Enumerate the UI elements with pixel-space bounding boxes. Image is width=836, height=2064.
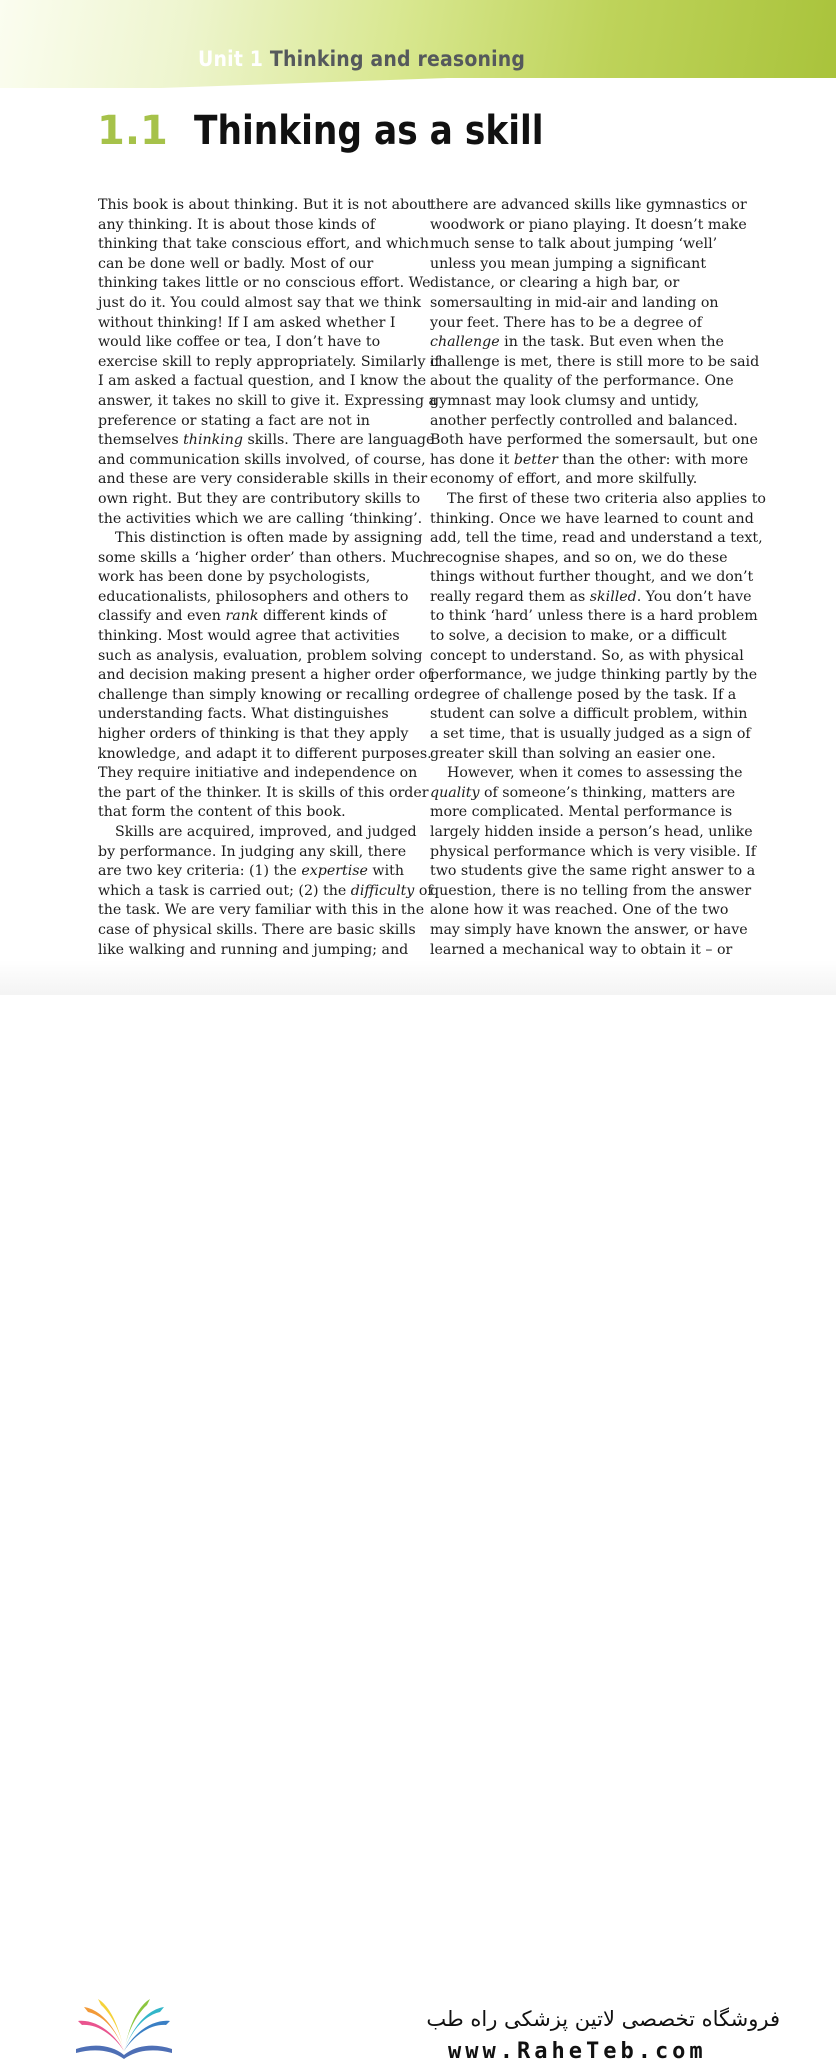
text-line: gymnast may look clumsy and untidy, bbox=[430, 392, 700, 409]
text-line: quality of someone’s thinking, matters are bbox=[430, 784, 736, 801]
text-line: knowledge, and adapt it to different purposes. bbox=[98, 745, 432, 762]
text-line: thinking. Most would agree that activities bbox=[98, 628, 400, 645]
text-line: to think ‘hard’ unless there is a hard problem bbox=[430, 608, 758, 625]
text-line: alone how it was reached. One of the two bbox=[430, 902, 729, 919]
text-line: preference or stating a fact are not in bbox=[98, 412, 370, 429]
text-line: your feet. There has to be a degree of bbox=[430, 314, 702, 331]
text-line: just do it. You could almost say that we think bbox=[98, 294, 421, 311]
page-bottom-shadow bbox=[0, 960, 836, 995]
text-line: exercise skill to reply appropriately. Similarly if bbox=[98, 353, 440, 370]
unit-title bbox=[198, 47, 525, 71]
text-line: challenge is met, there is still more to be said bbox=[430, 353, 760, 370]
text-line: work has been done by psychologists, bbox=[98, 569, 371, 586]
left-column bbox=[98, 196, 440, 960]
unit-name: Thinking and reasoning bbox=[269, 47, 526, 71]
text-line: higher orders of thinking is that they apply bbox=[98, 726, 409, 743]
footer bbox=[0, 995, 836, 2064]
text-line: question, there is no telling from the answer bbox=[430, 882, 752, 899]
text-line: own right. But they are contributory skills to bbox=[98, 490, 421, 507]
text-line: such as analysis, evaluation, problem solving bbox=[98, 647, 423, 664]
paragraph bbox=[98, 196, 440, 529]
text-line: unless you mean jumping a significant bbox=[430, 255, 707, 272]
text-line: to solve, a decision to make, or a difficult bbox=[430, 628, 727, 645]
text-line: which a task is carried out; (2) the difficulty of bbox=[98, 882, 433, 899]
text-line: economy of effort, and more skilfully. bbox=[430, 471, 698, 488]
text-line: greater skill than solving an easier one. bbox=[430, 745, 716, 762]
text-line: may simply have known the answer, or have bbox=[430, 921, 748, 938]
text-line: two students give the same right answer to a bbox=[430, 863, 756, 880]
text-line: about the quality of the performance. One bbox=[430, 373, 734, 390]
text-line: concept to understand. So, as with physical bbox=[430, 647, 744, 664]
text-line: really regard them as skilled. You don’t have bbox=[430, 588, 752, 605]
paragraph bbox=[430, 764, 756, 960]
text-line: physical performance which is very visible. If bbox=[430, 843, 756, 860]
shop-name: فروشگاه تخصصی لاتین پزشکی راه طب bbox=[426, 2007, 780, 2031]
text-line: themselves thinking skills. There are language bbox=[98, 432, 435, 449]
text-line: and these are very considerable skills in their bbox=[98, 471, 428, 488]
text-line: add, tell the time, read and understand a text, bbox=[430, 530, 763, 547]
section-title: Thinking as a skill bbox=[194, 108, 544, 154]
text-line: degree of challenge posed by the task. If a bbox=[430, 686, 737, 703]
right-column bbox=[430, 196, 766, 960]
text-line: by performance. In judging any skill, there bbox=[98, 843, 407, 860]
text-line: Skills are acquired, improved, and judged bbox=[115, 824, 417, 840]
text-line: This distinction is often made by assigning bbox=[115, 530, 423, 547]
text-line: and communication skills involved, of course, bbox=[98, 451, 426, 468]
text-line: are two key criteria: (1) the expertise with bbox=[98, 863, 404, 880]
text-line: recognise shapes, and so on, we do these bbox=[430, 549, 728, 566]
paragraph bbox=[98, 823, 433, 960]
text-line: largely hidden inside a person’s head, unlike bbox=[430, 824, 753, 840]
paragraph bbox=[430, 490, 766, 764]
text-line: thinking takes little or no conscious effort. We bbox=[98, 275, 431, 292]
text-line: thinking that take conscious effort, and which bbox=[98, 236, 430, 253]
text-line: performance, we judge thinking partly by the bbox=[430, 667, 758, 684]
text-line: challenge than simply knowing or recalling or bbox=[98, 686, 430, 703]
text-line: much sense to talk about jumping ‘well’ bbox=[430, 236, 718, 253]
text-line: there are advanced skills like gymnastics or bbox=[430, 197, 747, 213]
text-line: has done it better than the other: with more bbox=[430, 451, 749, 468]
section-number: 1.1 bbox=[97, 108, 168, 154]
text-line: another perfectly controlled and balanced. bbox=[430, 412, 738, 429]
text-line: classify and even rank different kinds of bbox=[98, 608, 387, 625]
text-line: student can solve a difficult problem, within bbox=[430, 706, 748, 723]
text-line: some skills a ‘higher order’ than others. Much bbox=[98, 549, 432, 566]
text-line: educationalists, philosophers and others to bbox=[98, 588, 409, 605]
text-line: challenge in the task. But even when the bbox=[430, 334, 724, 351]
header-band bbox=[0, 0, 836, 88]
text-line: learned a mechanical way to obtain it – or bbox=[430, 941, 733, 958]
text-line: a set time, that is usually judged as a sign of bbox=[430, 726, 751, 743]
text-line: can be done well or badly. Most of our bbox=[98, 255, 374, 272]
text-line: the task. We are very familiar with this in the bbox=[98, 902, 425, 919]
text-line: This book is about thinking. But it is not about bbox=[98, 197, 433, 213]
text-line: and decision making present a higher order of bbox=[98, 667, 433, 684]
text-line: woodwork or piano playing. It doesn’t make bbox=[430, 216, 747, 233]
text-line: Both have performed the somersault, but one bbox=[430, 432, 758, 449]
text-line: more complicated. Mental performance is bbox=[430, 804, 733, 821]
text-line: the part of the thinker. It is skills of this order bbox=[98, 784, 429, 801]
text-line: like walking and running and jumping; and bbox=[98, 941, 409, 958]
text-line: The first of these two criteria also applies to bbox=[447, 490, 766, 507]
text-line: answer, it takes no skill to give it. Expressing a bbox=[98, 392, 437, 409]
text-line: understanding facts. What distinguishes bbox=[98, 706, 389, 723]
book-page bbox=[0, 0, 836, 995]
unit-label: Unit 1 bbox=[198, 47, 264, 71]
shop-url: www.RaheTeb.com bbox=[448, 2039, 707, 2064]
text-line: would like coffee or tea, I don’t have to bbox=[98, 334, 381, 351]
text-line: distance, or clearing a high bar, or bbox=[430, 275, 680, 292]
text-line: somersaulting in mid-air and landing on bbox=[430, 294, 719, 311]
paragraph bbox=[430, 196, 760, 490]
text-line: the activities which we are calling ‘thinking’. bbox=[98, 510, 423, 527]
paragraph bbox=[98, 529, 433, 823]
text-line: case of physical skills. There are basic skills bbox=[98, 921, 416, 938]
text-line: things without further thought, and we don’t bbox=[430, 569, 754, 586]
text-line: However, when it comes to assessing the bbox=[447, 765, 743, 782]
open-book-logo-icon bbox=[72, 1999, 176, 2059]
text-line: any thinking. It is about those kinds of bbox=[98, 216, 376, 233]
text-line: thinking. Once we have learned to count and bbox=[430, 510, 754, 527]
text-line: without thinking! If I am asked whether I bbox=[98, 314, 396, 331]
text-line: They require initiative and independence on bbox=[98, 765, 418, 782]
text-line: that form the content of this book. bbox=[98, 804, 346, 821]
text-line: I am asked a factual question, and I know the bbox=[98, 373, 427, 390]
